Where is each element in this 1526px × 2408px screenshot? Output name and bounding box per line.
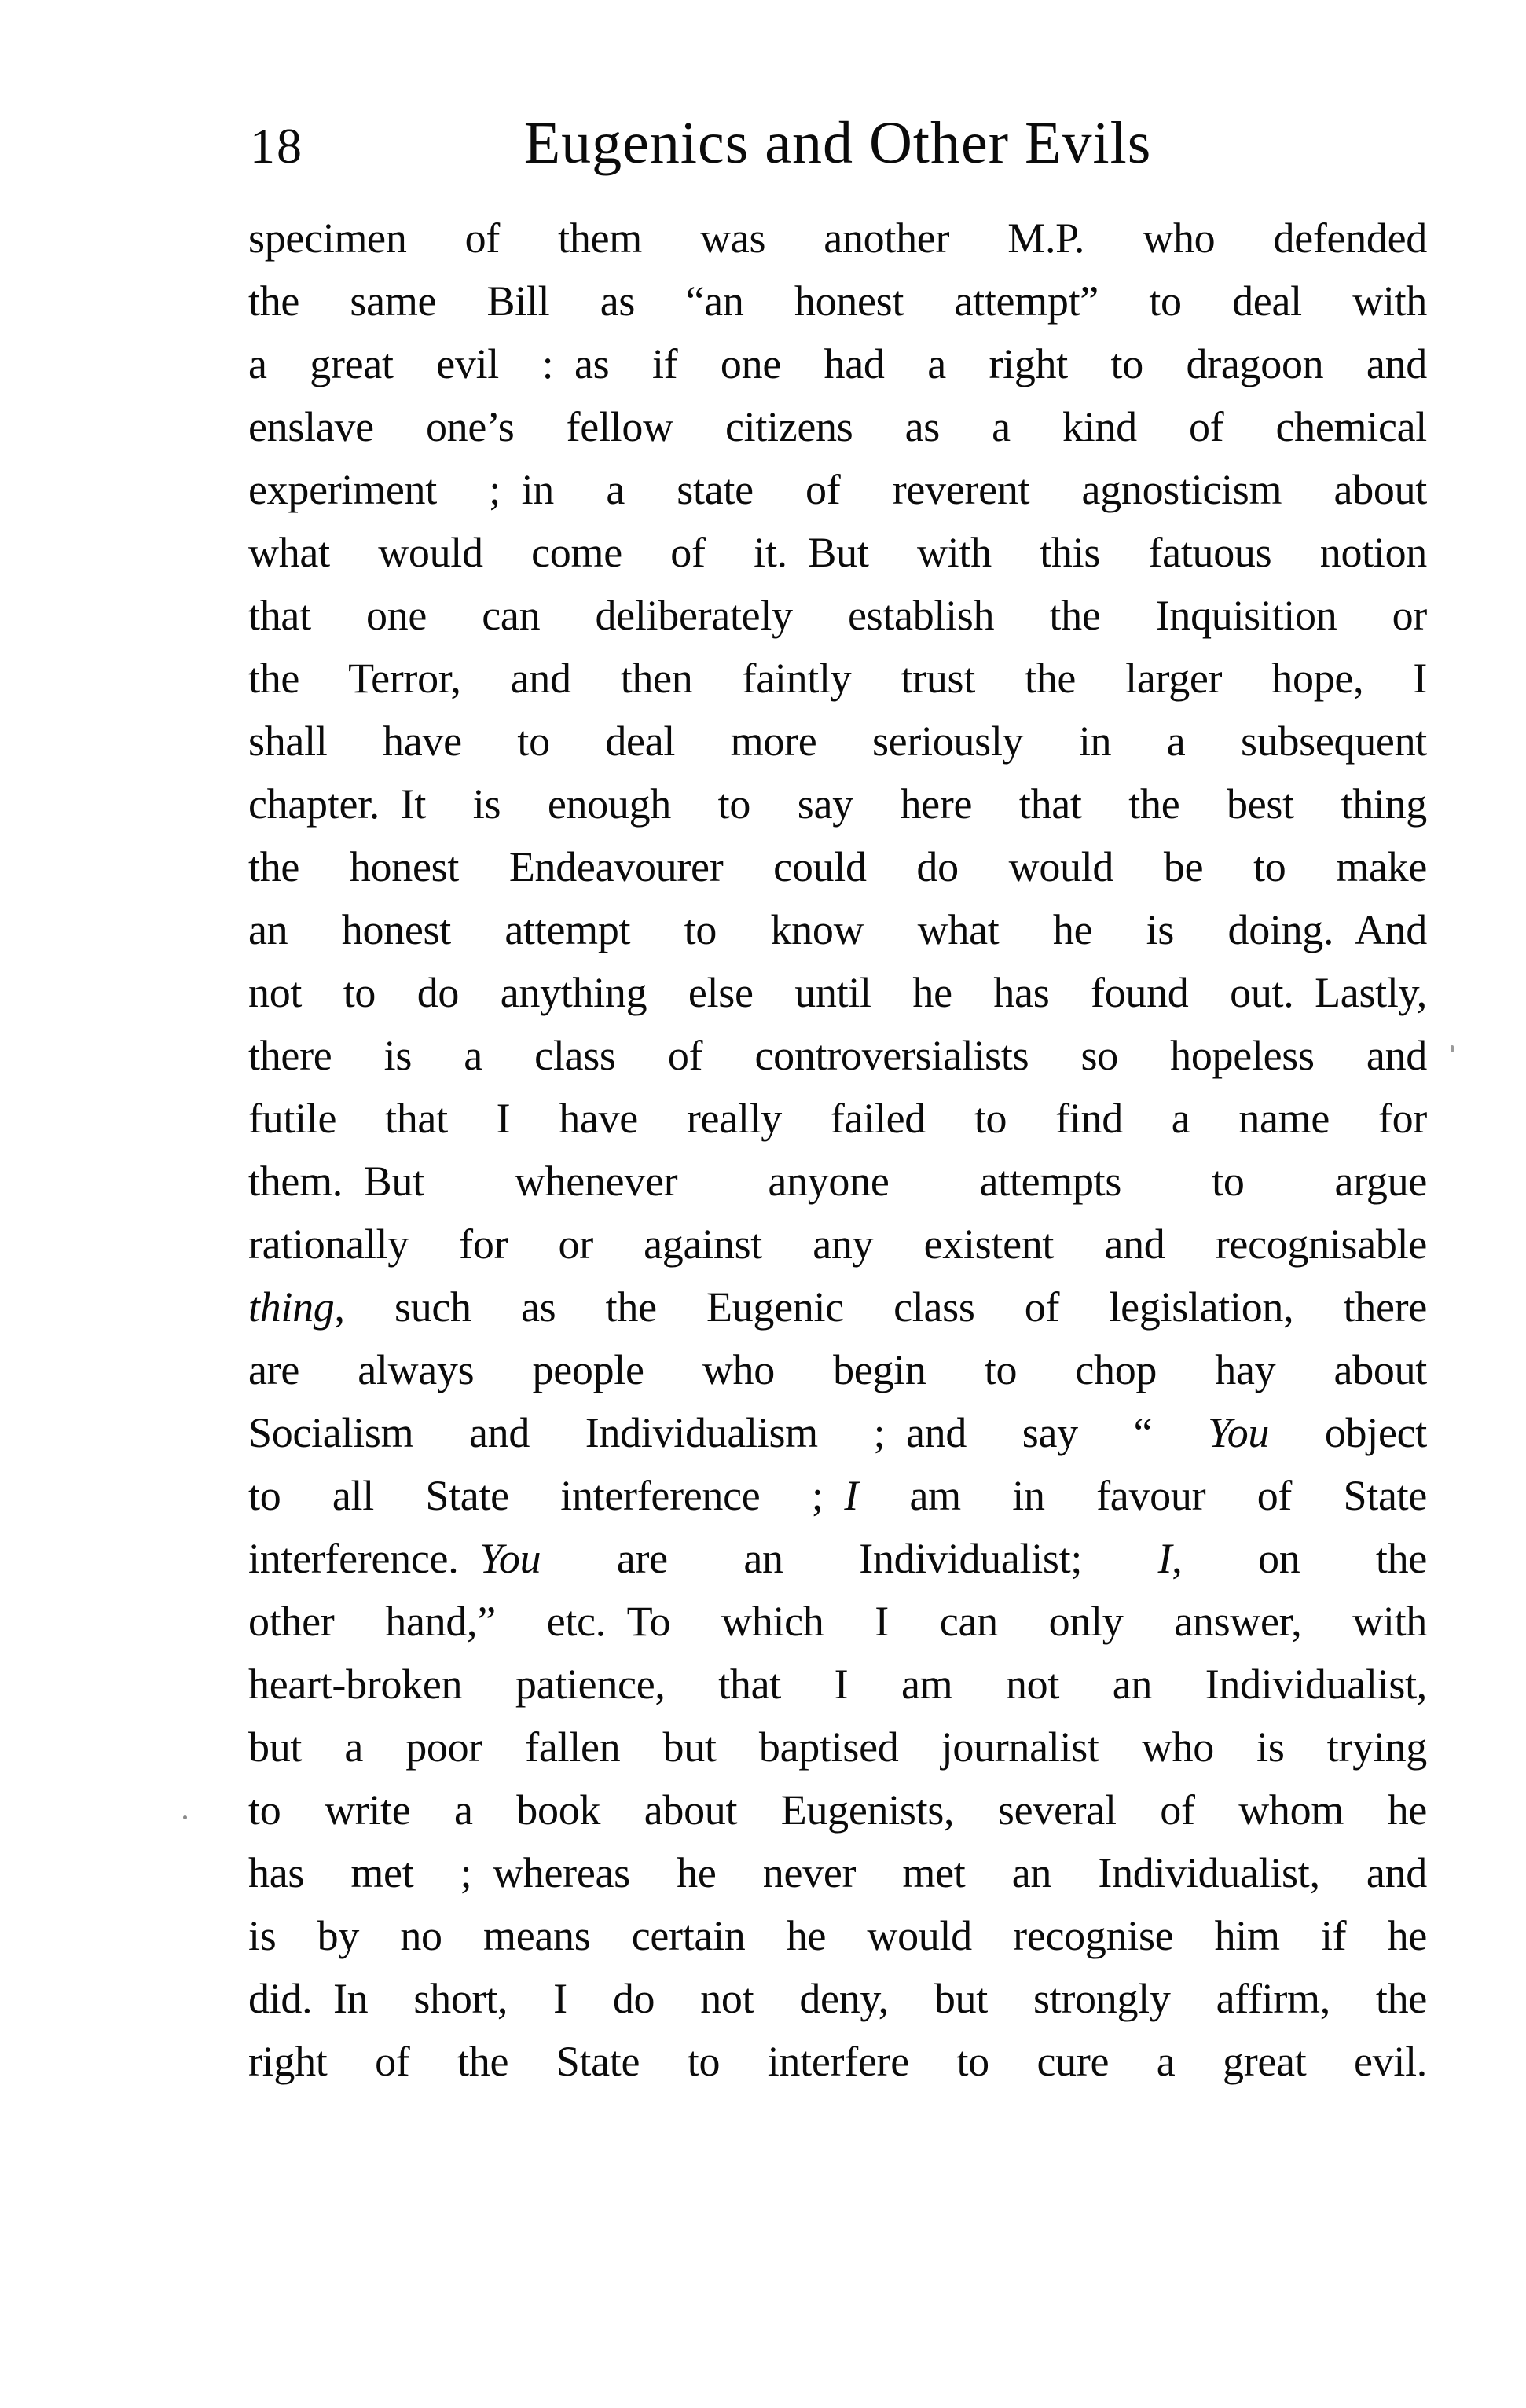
italic-text: You [1207, 1409, 1270, 1456]
text-line: are always people who begin to chop hay about [248, 1346, 1427, 1393]
body-text [248, 207, 1427, 2093]
text-line: shall have to deal more seriously in a subsequent [248, 718, 1427, 765]
text-line: rationally for or against any existent and recognisable [248, 1221, 1427, 1268]
text-line: enslave one’s fellow citizens as a kind of chemical [248, 403, 1427, 450]
page-title: Eugenics and Other Evils [523, 110, 1152, 176]
text-line: did. In short, I do not deny, but strongly affirm, the [248, 1975, 1427, 2022]
text-line: but a poor fallen but baptised journalist who is trying [248, 1723, 1427, 1771]
italic-text: You [479, 1535, 541, 1582]
text-line: what would come of it. But with this fatuous notion [248, 529, 1427, 576]
text-line: is by no means certain he would recognise him if he [248, 1912, 1427, 1959]
scan-speck [1451, 1045, 1454, 1052]
text-line: interference. You are an Individualist; I, on the [248, 1535, 1427, 1582]
text-line: thing, such as the Eugenic class of legislation, there [248, 1283, 1427, 1331]
text-line: other hand,” etc. To which I can only answer, with [248, 1598, 1427, 1645]
running-header [248, 103, 1427, 174]
text-line: the Terror, and then faintly trust the larger hope, I [248, 655, 1427, 702]
text-line: not to do anything else until he has found out. Lastly, [248, 969, 1427, 1016]
text-line: heart-broken patience, that I am not an Individualist, [248, 1661, 1427, 1708]
text-line: a great evil : as if one had a right to dragoon and [248, 340, 1427, 387]
page-number: 18 [250, 118, 303, 174]
text-line: experiment ; in a state of reverent agnosticism about [248, 466, 1427, 513]
text-line: specimen of them was another M.P. who defended [248, 215, 1427, 262]
text-line: them. But whenever anyone attempts to argue [248, 1158, 1427, 1205]
text-line: to write a book about Eugenists, several of whom he [248, 1786, 1427, 1834]
text-line: the honest Endeavourer could do would be to make [248, 843, 1427, 890]
text-line: has met ; whereas he never met an Individualist, and [248, 1849, 1427, 1896]
text-line: that one can deliberately establish the Inquisition or [248, 592, 1427, 639]
text-line: right of the State to interfere to cure a great evil. [248, 2038, 1427, 2085]
italic-text: I [1157, 1535, 1172, 1582]
text-line: an honest attempt to know what he is doing. And [248, 906, 1427, 953]
italic-text: thing [248, 1283, 335, 1331]
italic-text: I [844, 1472, 859, 1519]
text-line: futile that I have really failed to find a name for [248, 1095, 1427, 1142]
text-line: to all State interference ; I am in favour of State [248, 1472, 1427, 1519]
text-line: the same Bill as “an honest attempt” to deal with [248, 277, 1427, 325]
text-line: there is a class of controversialists so hopeless and [248, 1032, 1427, 1079]
text-line: chapter. It is enough to say here that the best thing [248, 780, 1427, 828]
text-line: Socialism and Individualism ; and say “ You object [248, 1409, 1427, 1456]
scan-speck [183, 1815, 187, 1819]
